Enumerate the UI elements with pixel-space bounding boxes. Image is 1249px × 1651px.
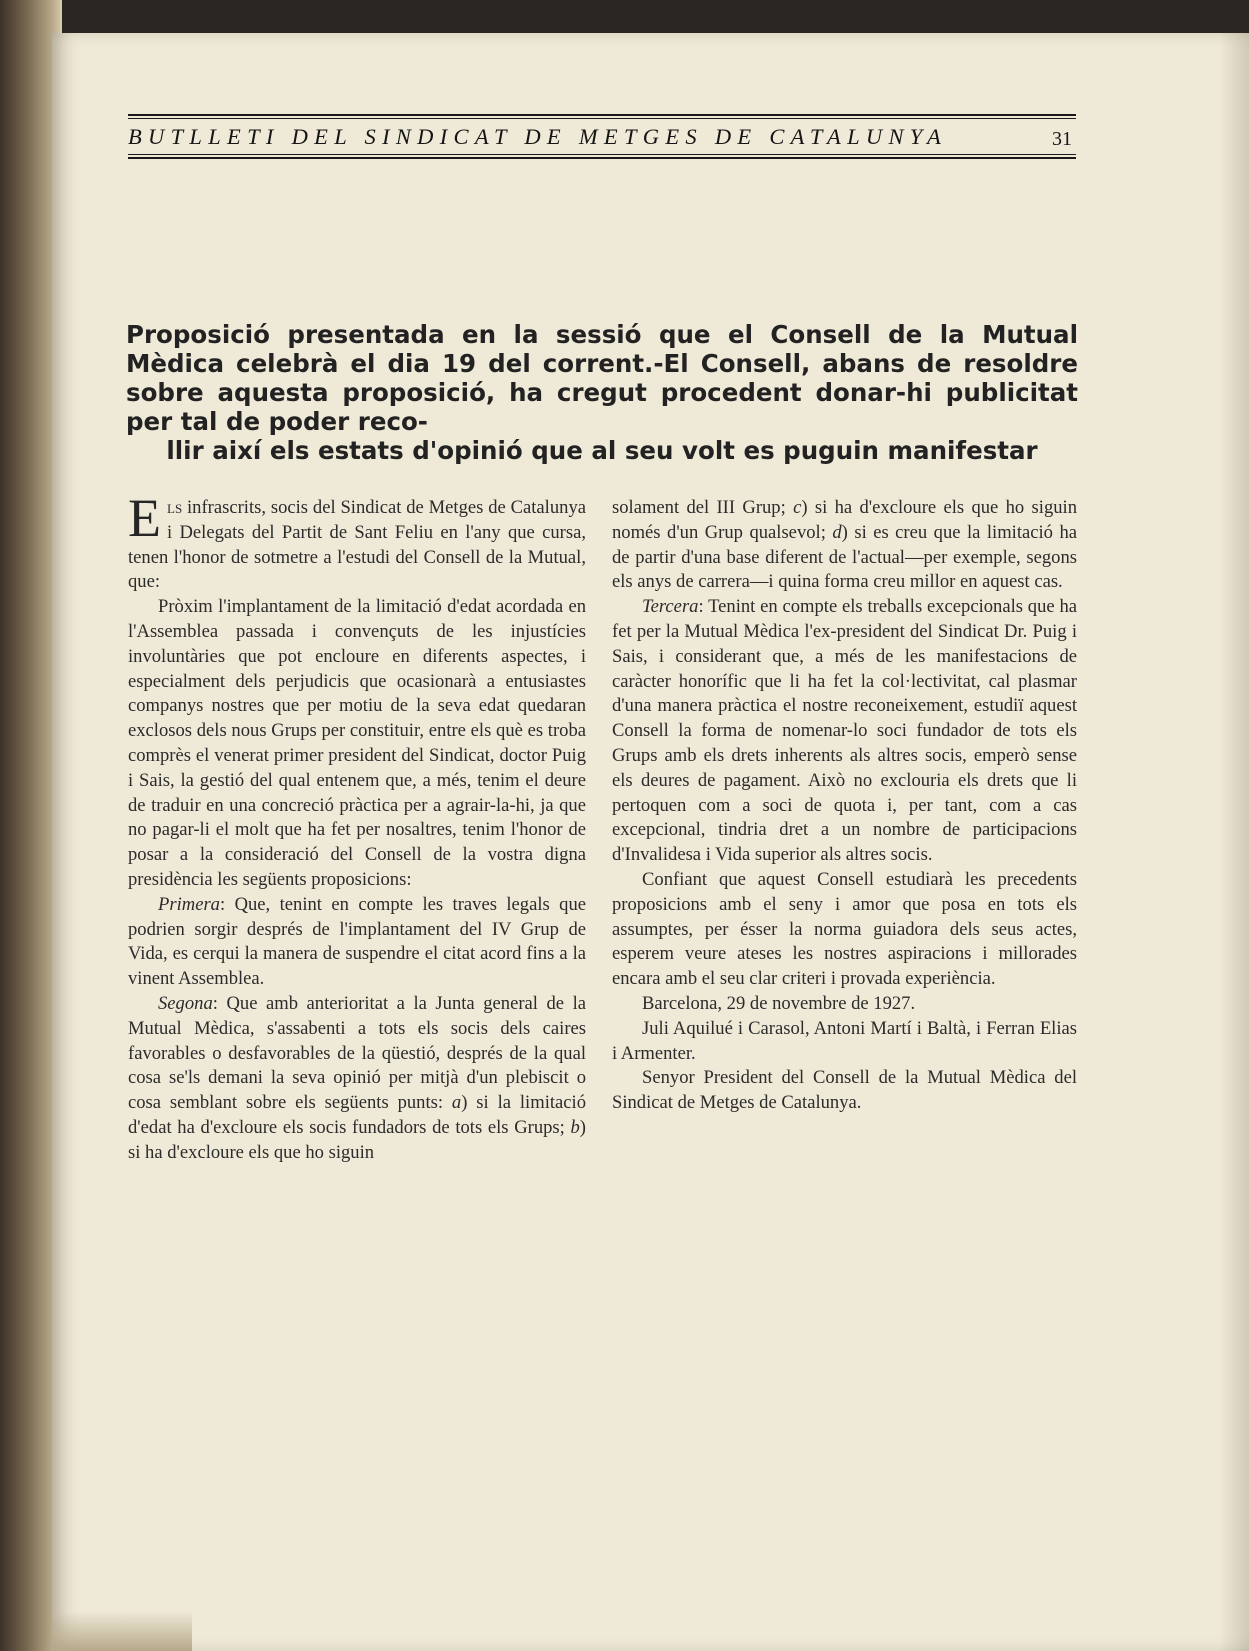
- paragraph-primera: [128, 893, 586, 992]
- segona-label: Segona: [158, 992, 213, 1014]
- header-rule-top: [128, 114, 1076, 116]
- left-column: [128, 488, 586, 1166]
- running-header: [128, 114, 1076, 164]
- right-column: [612, 496, 1077, 1116]
- continuation-text-b: ) si ha d'excloure els que ho siguin només d'un Grup qualsevol;: [612, 497, 1077, 543]
- header-rule-top-thin: [128, 118, 1076, 119]
- paragraph-continuation: [612, 496, 1077, 595]
- primera-text: : Que, tenint en compte les traves legals que podrien sorgir després de l'implantament del IV Grup de Vida, es cerqui la manera de suspendre el citat acord fins a la vinent Assemblea.: [128, 893, 586, 990]
- header-rule-bottom: [128, 157, 1076, 159]
- tercera-label: Tercera: [642, 596, 699, 618]
- intro-small-caps: ls: [167, 497, 183, 518]
- point-b-letter: b: [570, 1116, 580, 1138]
- signatories: Juli Aquilué i Carasol, Antoni Martí i Baltà, i Ferran Elias i Armenter.: [612, 1017, 1077, 1064]
- paragraph-closing: Confiant que aquest Consell estudiarà les precedents proposicions amb el seny i amor que posa en tots els assumptes, per ésser la norma guiadora dels seus actes, esperem veure ateses les nostres aspiracions i millorades encara amb el seu clar criteri i provada experiència.: [612, 868, 1077, 990]
- headline-main: Proposició presentada en la sessió que el Consell de la Mutual Mèdica celebrà el dia 19 del corrent.-El Consell, abans de resoldre sobre aquesta proposició, ha cregut procedent donar-hi publicitat per tal de poder reco-: [126, 320, 1078, 436]
- header-rule-bottom-thin: [128, 154, 1076, 155]
- point-a-letter: a: [451, 1092, 462, 1114]
- page-number: 31: [1052, 128, 1072, 150]
- continuation-text-c: ) si es creu que la limitació ha de partir d'una base diferent de l'actual—per exemple, segons els anys de carrera—i quina forma creu millor en aquest cas.: [612, 521, 1077, 593]
- page-corner-wear: [52, 1611, 192, 1651]
- segona-text-c: ) si ha d'excloure els que ho siguin: [128, 1116, 586, 1163]
- tercera-text: : Tenint en compte els treballs excepcionals que ha fet per la Mutual Mèdica l'ex-president del Sindicat Dr. Puig i Sais, i considerant que, a més de les manifestacions de caràcter honorífic que li ha fet la col·lectivitat, cal plasmar d'una manera pràctica el nostre reconeixement, estudiï aquest Consell la forma de nomenar-lo soci fundador de tots els Grups amb els drets inherents als altres socis, emperò sense els deures de pagament. Això no exclouria els drets que li pertoquen com a soci de quota i, per tant, com a cas excepcional, tindria dret a un nombre de participacions d'Invalidesa i Vida superior als altres socis.: [612, 596, 1077, 866]
- date-line: Barcelona, 29 de novembre de 1927.: [642, 992, 916, 1014]
- paragraph-tercera: [612, 595, 1077, 868]
- page-shadow: [1219, 33, 1249, 1651]
- paragraph-preamble: Pròxim l'implantament de la limitació d'edat acordada en l'Assemblea passada i convençuts de les injustícies involuntàries que pot encloure en diferents aspectes, i especialment dels perjudicis que ocasionarà a entusiastes companys nostres que per motiu de la seva edat quedaran exclosos dels nous Grups per constituir, entre els què es troba comprès el venerat primer president del Sindicat, doctor Puig i Sais, la gestió del qual entenem que, a més, tenim el deure de traduir en una concreció pràctica per a agrair-la-hi, ja que no pagar-li el molt que ha fet per nosaltres, tenim l'honor de posar a la consideració del Consell de la vostra digna presidència les següents proposicions:: [128, 596, 586, 890]
- headline-last-line: llir així els estats d'opinió que al seu volt es puguin manifestar: [166, 436, 1038, 465]
- article-headline: [126, 320, 1078, 465]
- journal-title: BUTLLETI DEL SINDICAT DE METGES DE CATALUNYA: [128, 124, 948, 149]
- paragraph-segona: [128, 992, 586, 1166]
- continuation-text-a: solament del III Grup;: [612, 497, 794, 518]
- paragraph-intro: [128, 488, 586, 595]
- primera-label: Primera: [158, 893, 220, 915]
- drop-cap: E: [128, 488, 161, 548]
- segona-text-a: : Que amb anterioritat a la Junta general de la Mutual Mèdica, s'assabenti a tots els socis dels caires favorables o desfavorables de la qüestió, després de la qual cosa se'ls demani la seva opinió per mitjà d'un plebiscit o cosa semblant sobre els següents punts:: [128, 992, 586, 1114]
- intro-text: infrascrits, socis del Sindicat de Metges de Catalunya i Delegats del Partit de Sant Feliu en l'any que cursa, tenen l'honor de sotmetre a l'estudi del Consell de la Mutual, que:: [128, 497, 586, 593]
- segona-text-b: ) si la limitació d'edat ha d'excloure els socis fundadors de tots els Grups;: [128, 1092, 586, 1138]
- point-d-letter: d: [832, 521, 842, 543]
- addressee: Senyor President del Consell de la Mutual Mèdica del Sindicat de Metges de Catalunya.: [612, 1067, 1077, 1114]
- point-c-letter: c: [793, 497, 802, 518]
